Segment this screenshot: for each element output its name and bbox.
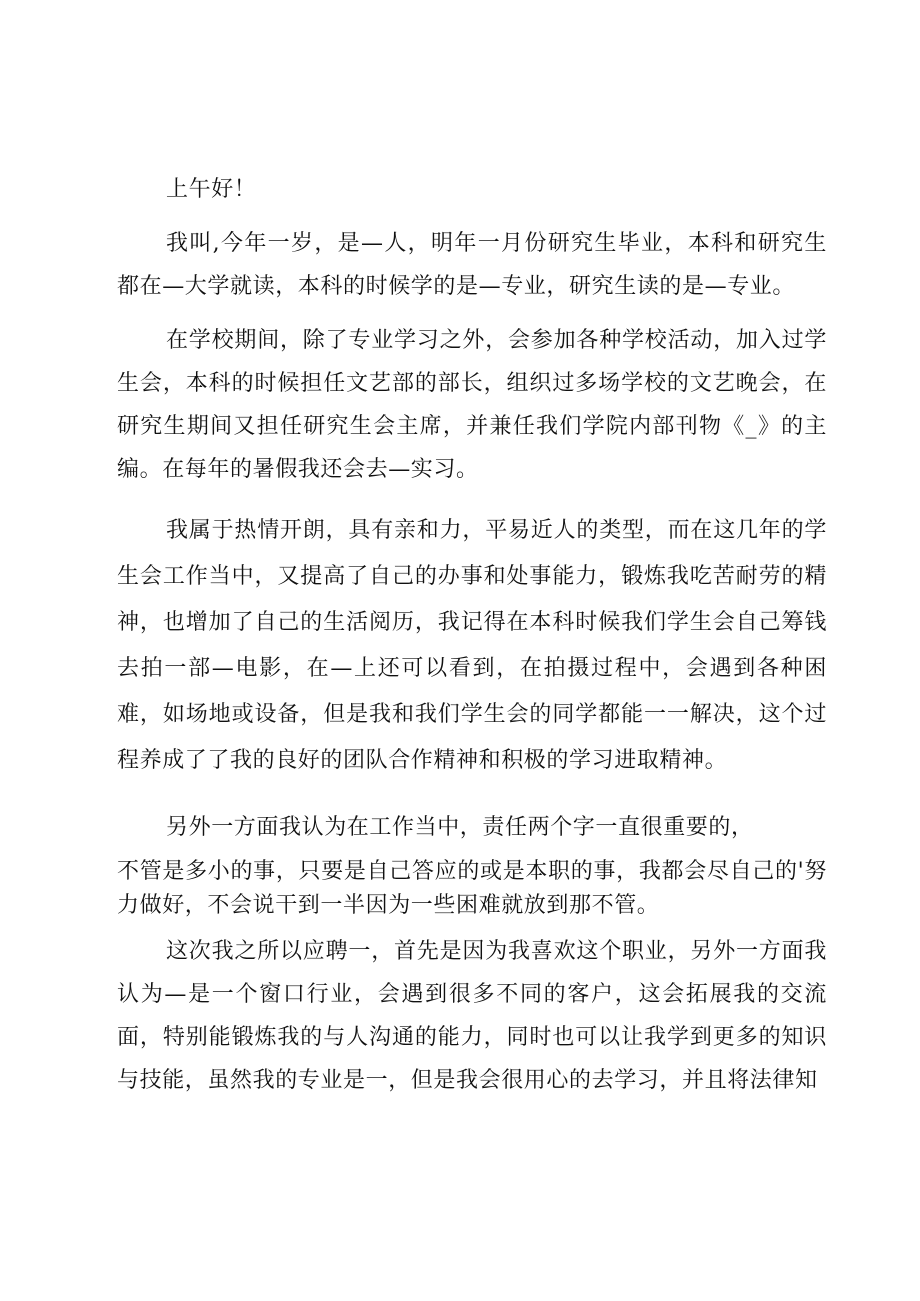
paragraph-school-activities: 在学校期间，除了专业学习之外，会参加各种学校活动，加入过学生会，本科的时候担任文艺部的部长，组织过多场学校的文艺晚会，在研究生期间又担任研究生会主席，并兼任我们学院内部刊物《_》的主编。在每年的暑假我还会去—实习。 — [117, 328, 827, 482]
paragraph-responsibility-lead: 另外一方面我认为在工作当中，责任两个字一直很重要的， — [166, 815, 754, 840]
paragraph-responsibility-body: 不管是多小的事，只要是自己答应的或是本职的事，我都会尽自己的'努力做好，不会说干到一半因为一些困难就放到那不管。 — [117, 859, 827, 918]
greeting: 上午好！ — [166, 177, 257, 202]
paragraph-introduction: 我叫,今年一岁，是—人，明年一月份研究生毕业，本科和研究生都在—大学就读，本科的时候学的是—专业，研究生读的是—专业。 — [117, 231, 827, 299]
paragraph-application-reason: 这次我之所以应聘一，首先是因为我喜欢这个职业，另外一方面我认为—是一个窗口行业，会遇到很多不同的客户，这会拓展我的交流面，特别能锻炼我的与人沟通的能力，同时也可以让我学到更多的知识与技能，虽然我的专业是一，但是我会很用心的去学习，并且将法律知 — [117, 939, 827, 1093]
paragraph-personality: 我属于热情开朗，具有亲和力，平易近人的类型，而在这几年的学生会工作当中，又提高了自己的办事和处事能力，锻炼我吃苦耐劳的精神，也增加了自己的生活阅历，我记得在本科时候我们学生会自己筹钱去拍一部—电影，在—上还可以看到，在拍摄过程中，会遇到各种困难，如场地或设备，但是我和我们学生会的同学都能一一解决，这个过程养成了了我的良好的团队合作精神和积极的学习进取精神。 — [117, 518, 827, 773]
